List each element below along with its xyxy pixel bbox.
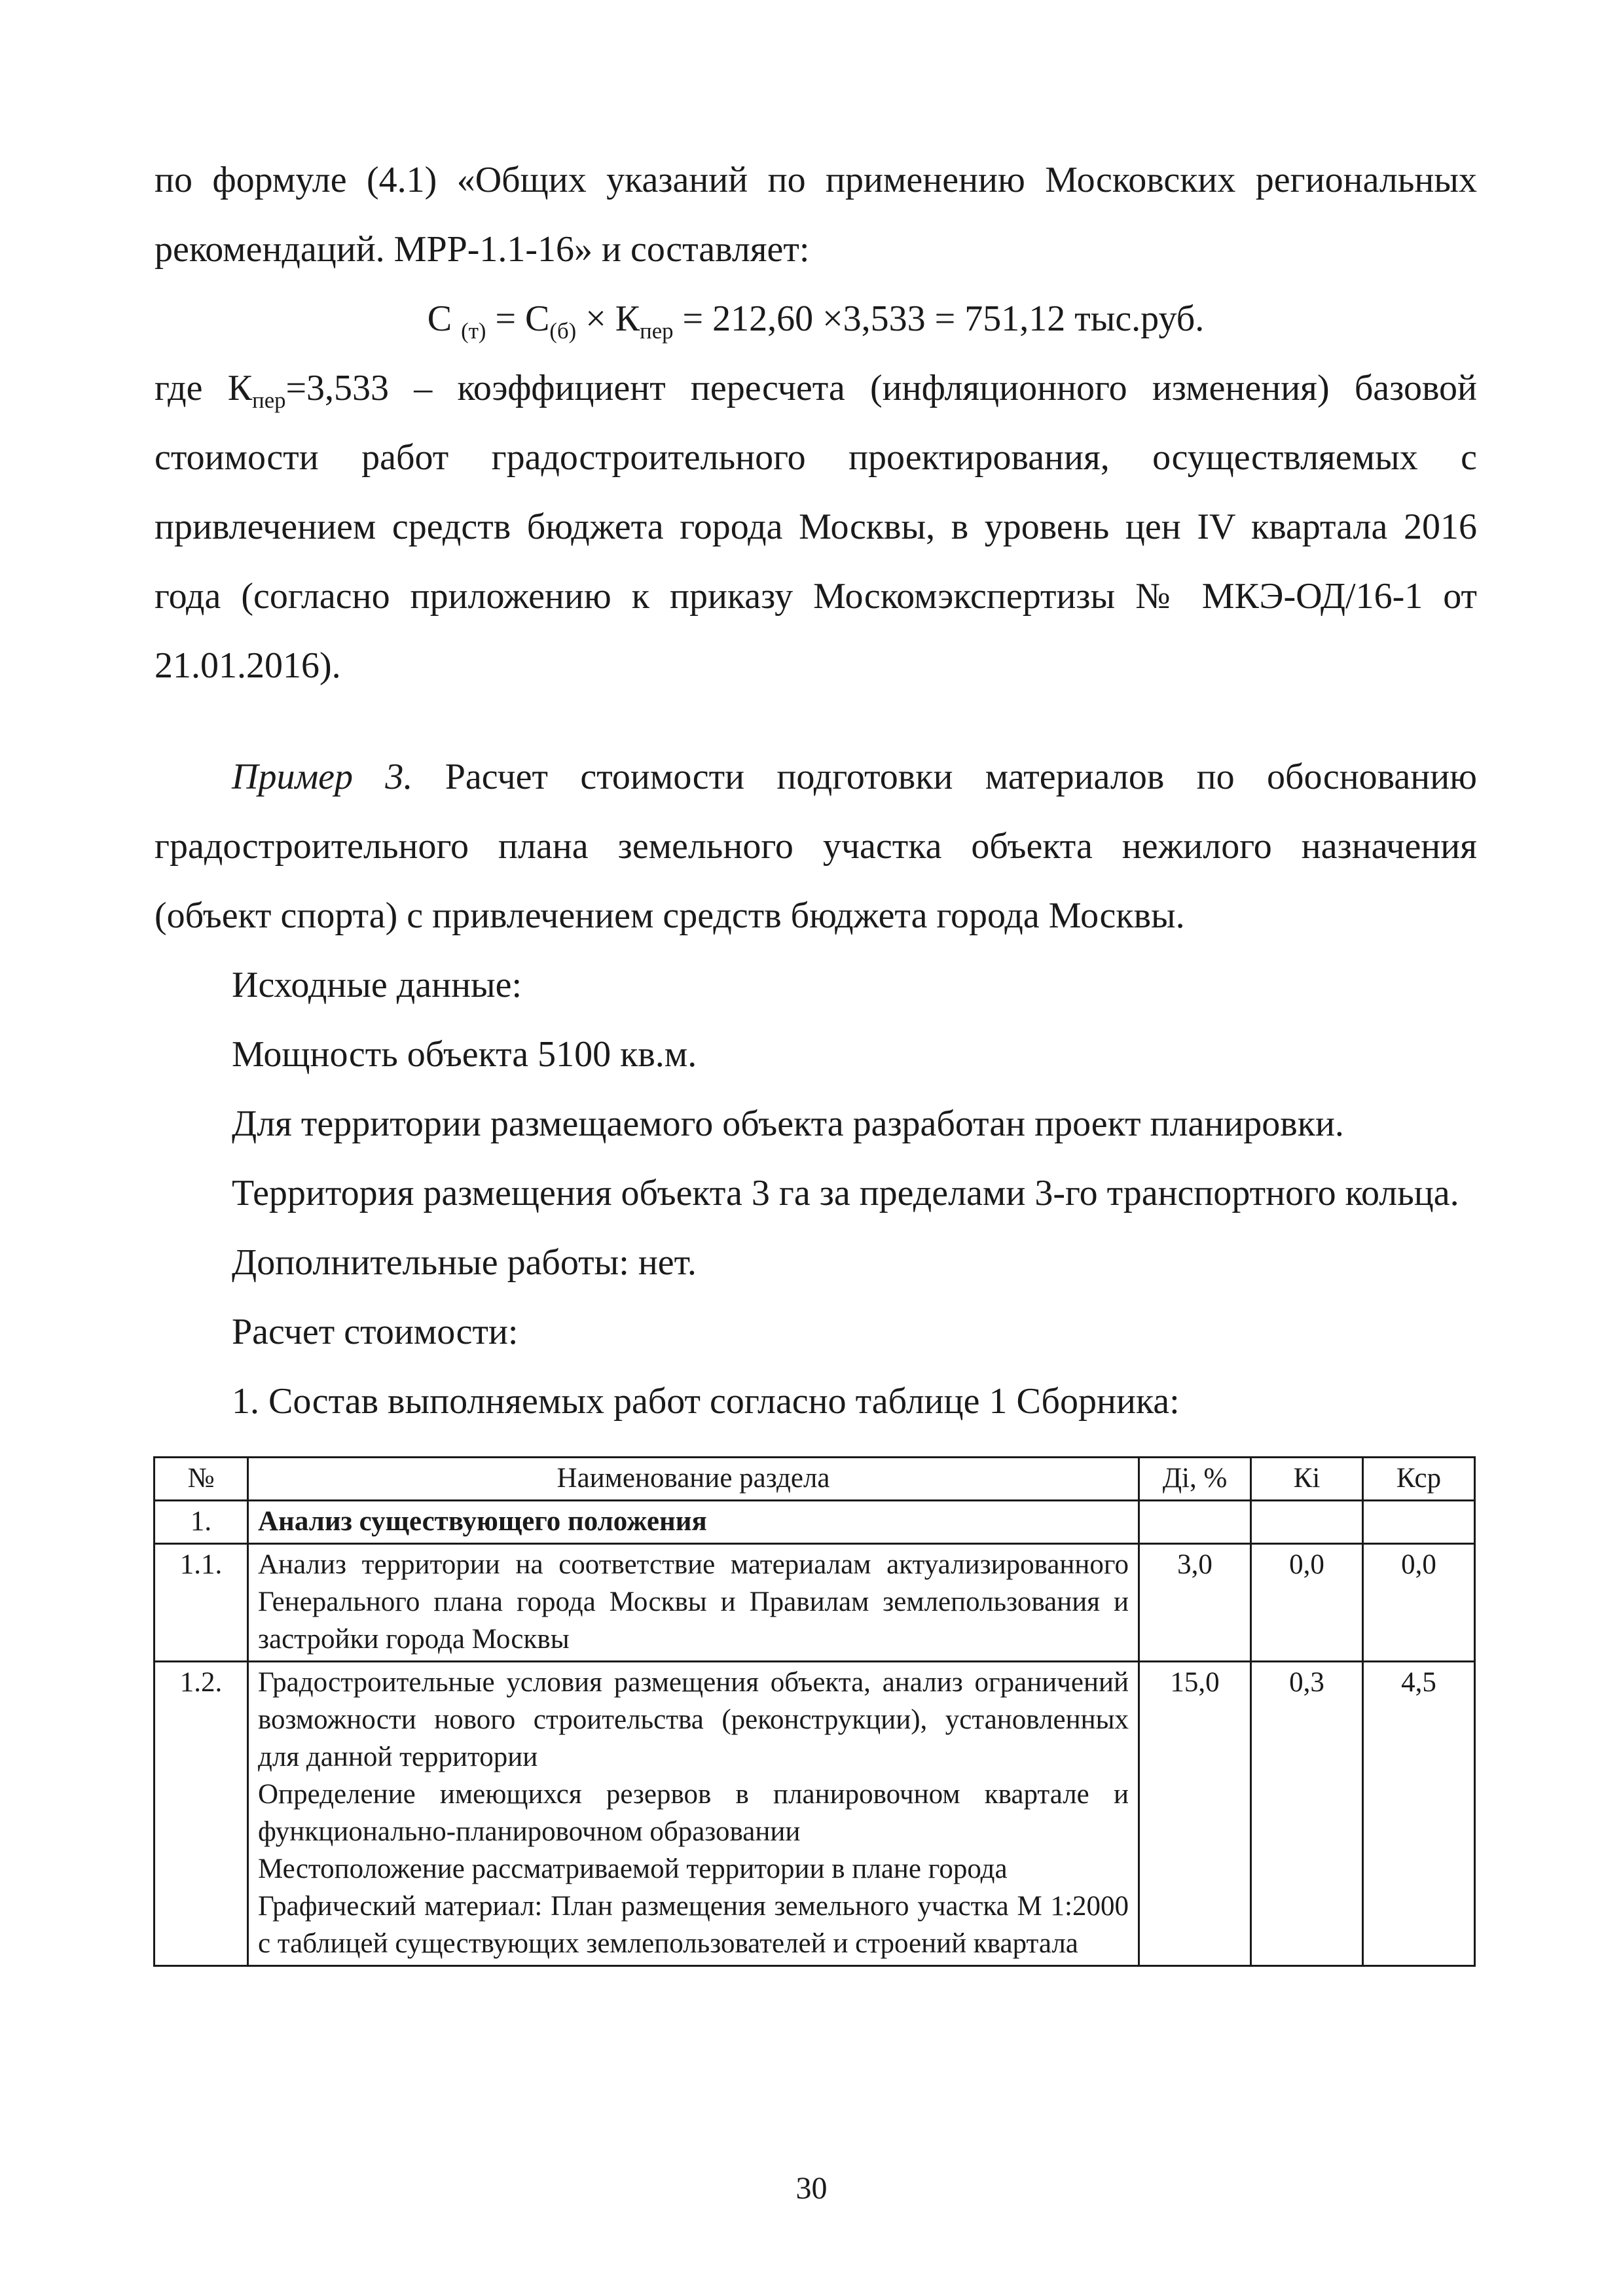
row-di: 3,0 — [1139, 1544, 1251, 1662]
intro-paragraph: по формуле (4.1) «Общих указаний по применению Московских региональных рекомендаций. МРР-1.1-16» и составляет: — [155, 160, 1477, 270]
table-section-row — [155, 1501, 1475, 1544]
formula-subscript: (т) — [461, 318, 486, 344]
row-di: 15,0 — [1139, 1662, 1251, 1966]
table-header-row — [155, 1458, 1475, 1501]
empty-cell — [1363, 1501, 1475, 1544]
formula-part: = С — [486, 298, 550, 339]
row-num: 1.1. — [155, 1544, 248, 1662]
section-name: Анализ существующего положения — [248, 1501, 1139, 1544]
where-subscript: пер — [252, 387, 286, 414]
header-name: Наименование раздела — [248, 1458, 1139, 1501]
row-ki: 0,3 — [1251, 1662, 1363, 1966]
calculation-heading: Расчет стоимости: — [232, 1312, 519, 1352]
extra-works-paragraph: Дополнительные работы: нет. — [232, 1242, 697, 1283]
capacity-paragraph: Мощность объекта 5100 кв.м. — [232, 1034, 697, 1075]
works-table — [153, 1456, 1476, 1967]
empty-cell — [1251, 1501, 1363, 1544]
plan-paragraph: Для территории размещаемого объекта разработан проект планировки. — [232, 1103, 1344, 1144]
where-prefix: где К — [155, 368, 253, 408]
formula-part: = 212,60 ×3,533 = 751,12 тыс.руб. — [673, 298, 1205, 339]
row-name-line: Местоположение рассматриваемой территории в плане города — [258, 1854, 1008, 1884]
source-data-heading: Исходные данные: — [232, 965, 522, 1005]
header-kcp: Кср — [1363, 1458, 1475, 1501]
row-kcp: 0,0 — [1363, 1544, 1475, 1662]
cost-formula — [155, 284, 1477, 353]
formula-part: С — [427, 298, 462, 339]
spacer — [155, 700, 1477, 742]
row-kcp: 4,5 — [1363, 1662, 1475, 1966]
row-name-line: Графический материал: План размещения земельного участка М 1:2000 с таблицей существующих землепользователей и строений квартала — [258, 1891, 1129, 1959]
row-name — [248, 1662, 1139, 1966]
table-row — [155, 1544, 1475, 1662]
composition-paragraph: 1. Состав выполняемых работ согласно таблице 1 Сборника: — [232, 1381, 1180, 1422]
example-text: Расчет стоимости подготовки материалов по обоснованию градостроительного плана земельного участка объекта нежилого назначения (объект спорта) с привлечением средств бюджета города Москвы. — [155, 757, 1478, 936]
example-paragraph — [155, 742, 1477, 950]
body-text — [155, 145, 1477, 1436]
section-num: 1. — [155, 1501, 248, 1544]
row-name: Анализ территории на соответствие материалам актуализированного Генерального плана города Москвы и Правилам землепользования и застройки города Москвы — [248, 1544, 1139, 1662]
empty-cell — [1139, 1501, 1251, 1544]
formula-subscript: пер — [640, 318, 674, 344]
formula-subscript: (б) — [549, 318, 577, 344]
formula-part: × К — [576, 298, 640, 339]
page-number: 30 — [795, 2171, 828, 2206]
example-label: Пример 3. — [232, 757, 413, 797]
row-num: 1.2. — [155, 1662, 248, 1966]
header-num: № — [155, 1458, 248, 1501]
header-di: Дi, % — [1139, 1458, 1251, 1501]
coefficient-explanation — [155, 353, 1477, 700]
where-text: =3,533 – коэффициент пересчета (инфляционного изменения) базовой стоимости работ градостроительного проектирования, осуществляемых с привлечением средств бюджета города Москвы, в уровень цен IV квартала 2016 года (согласно приложению к приказу Москомэкспертизы № МКЭ-ОД/16-1 от 21.01.2016). — [155, 368, 1477, 686]
row-name-line: Определение имеющихся резервов в планировочном квартале и функционально-планировочном образовании — [258, 1779, 1129, 1847]
row-ki: 0,0 — [1251, 1544, 1363, 1662]
table-row — [155, 1662, 1475, 1966]
header-ki: Кi — [1251, 1458, 1363, 1501]
row-name-line: Градостроительные условия размещения объекта, анализ ограничений возможности нового строительства (реконструкции), установленных для данной территории — [258, 1667, 1129, 1772]
territory-paragraph: Территория размещения объекта 3 га за пределами 3-го транспортного кольца. — [232, 1173, 1459, 1213]
